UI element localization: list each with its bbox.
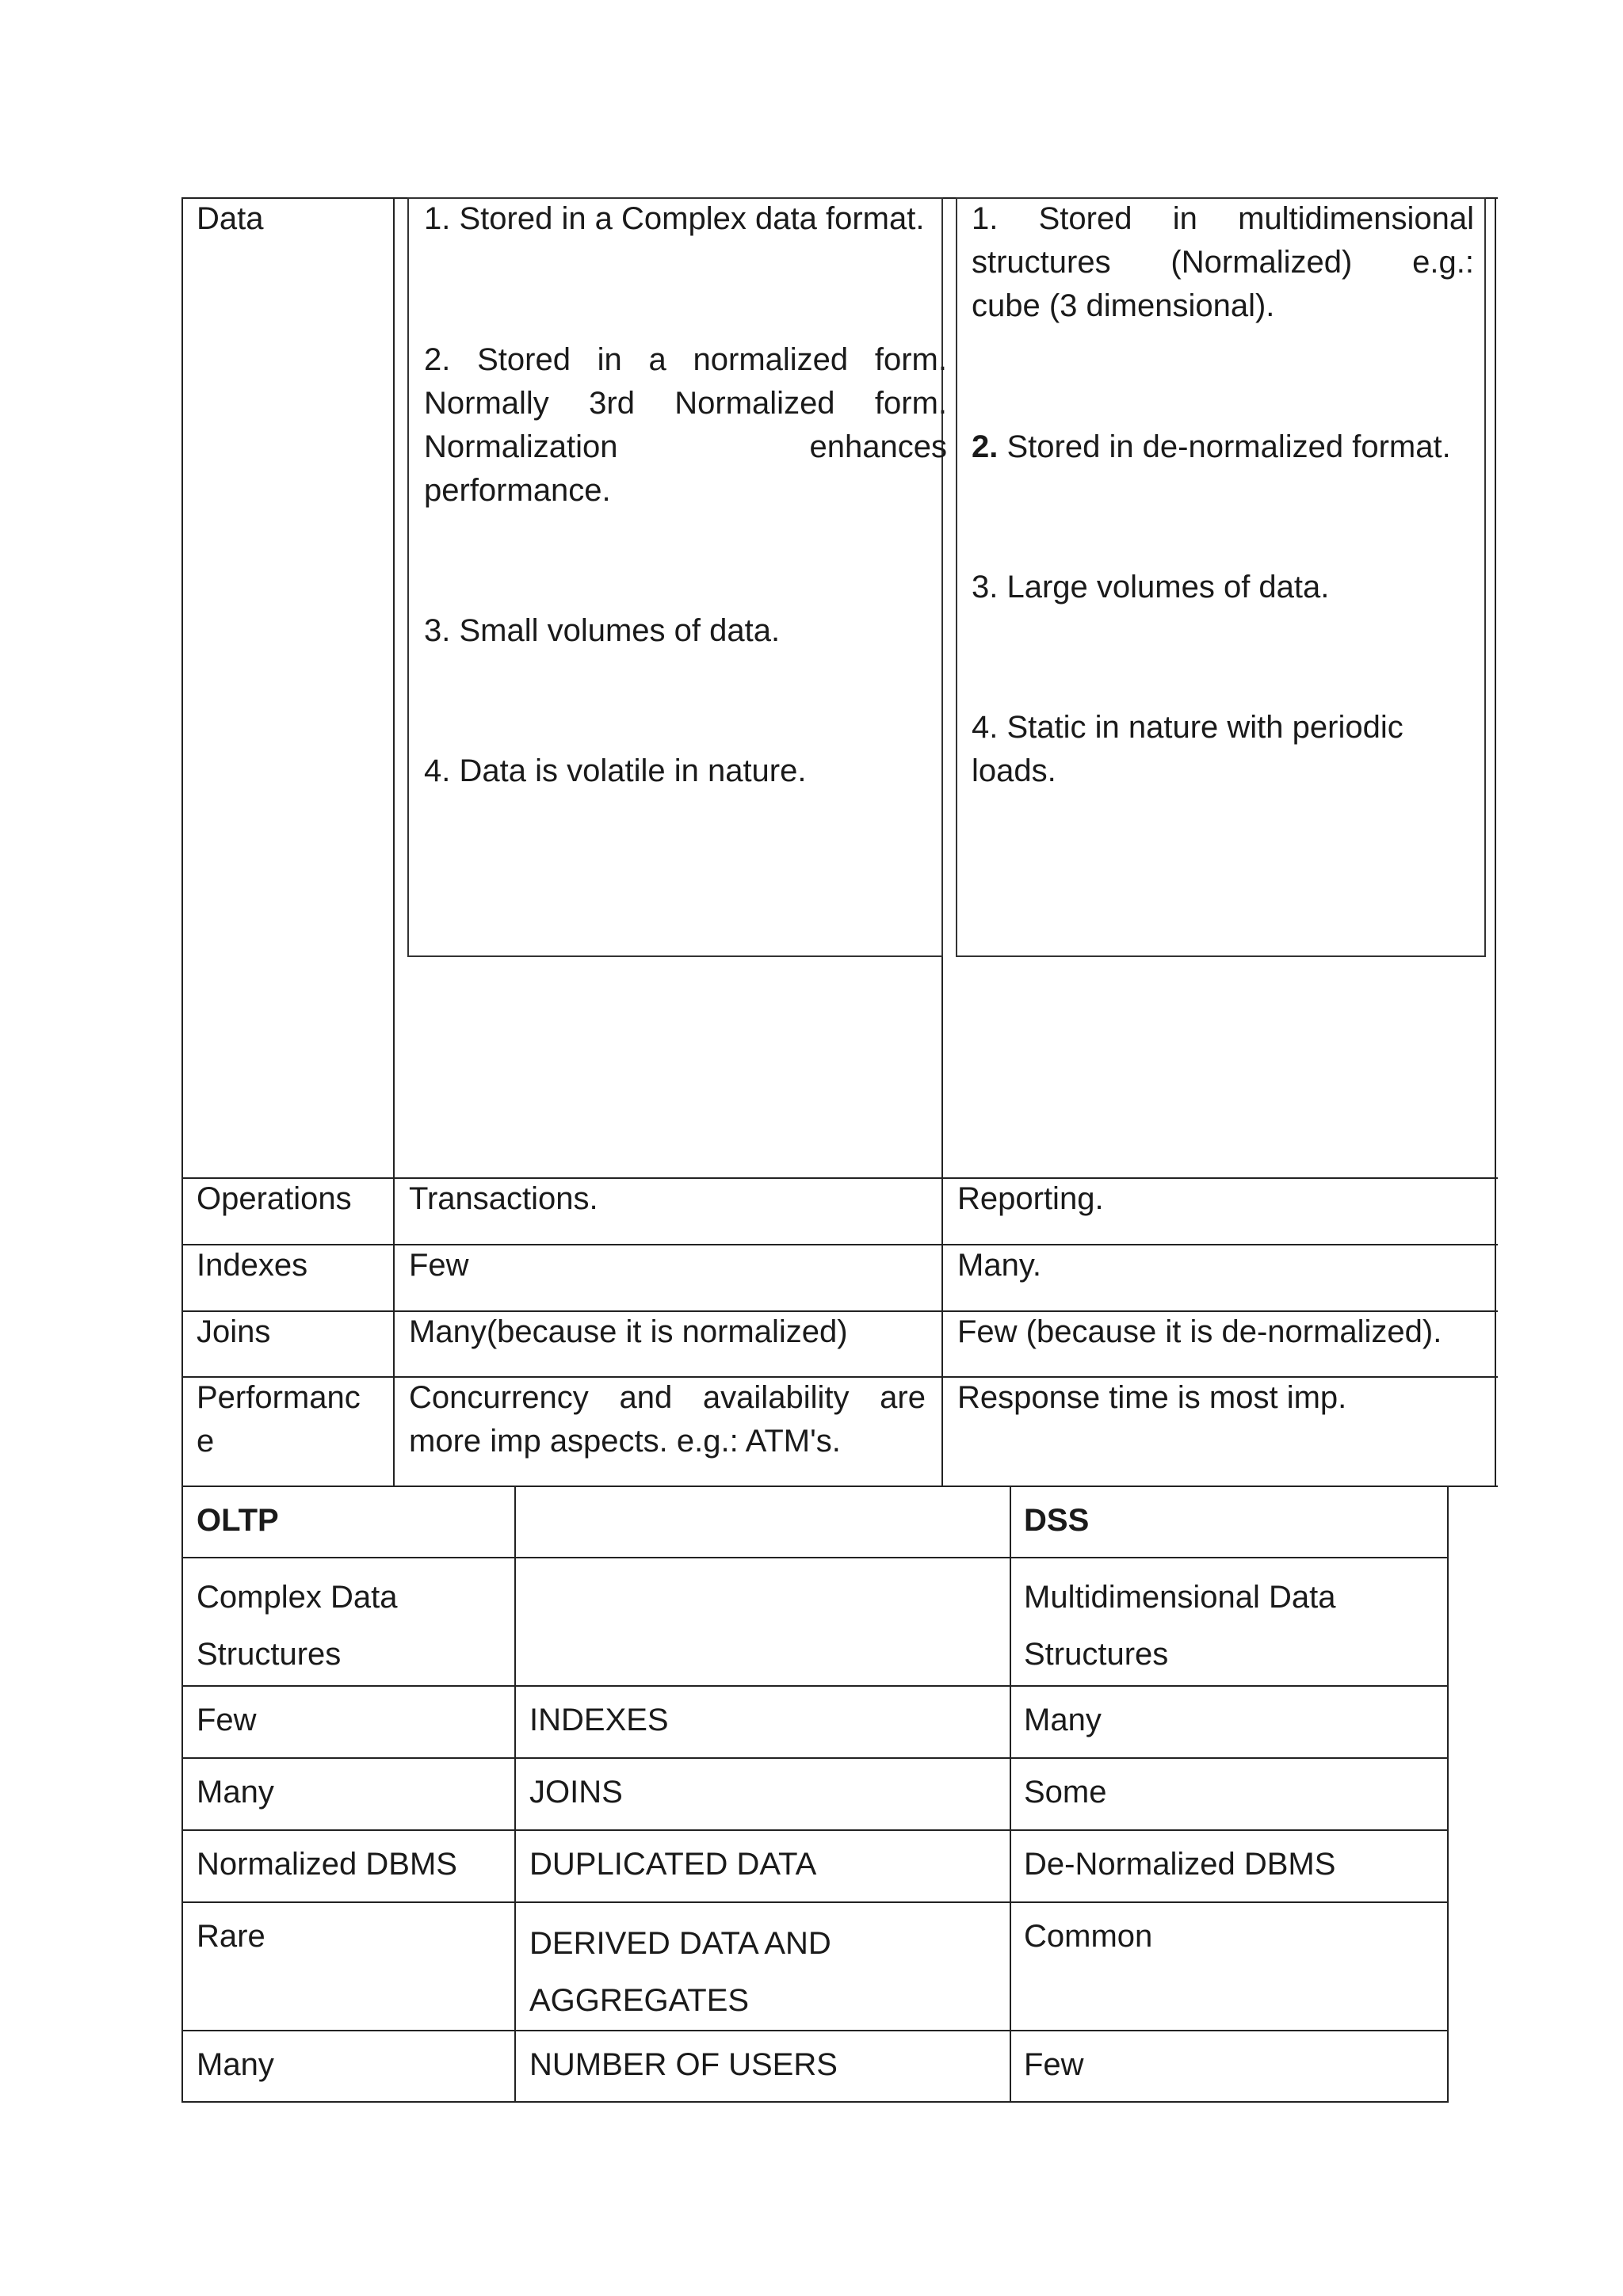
oltp-structures: Complex Data Structures (197, 1580, 398, 1672)
row-label-performance-line-2: e (197, 1424, 215, 1459)
dss-data-point-2 (972, 425, 1451, 469)
oltp-derived-data: Rare (197, 1919, 265, 1954)
dss-indexes: Many. (957, 1248, 1041, 1283)
dss-data-point-4-line-2: loads. (972, 753, 1056, 788)
feature-derived-data: DERIVED DATA AND AGGREGATES (529, 1926, 831, 2018)
dss-data-point-2-text: Stored in de-normalized format. (998, 429, 1451, 464)
oltp-indexes-2: Few (197, 1703, 257, 1737)
dss-data-point-2-number: 2. (972, 429, 999, 464)
dss-number-of-users: Few (1024, 2047, 1084, 2082)
dss-indexes-2: Many (1024, 1703, 1102, 1737)
dss-data-point-1-line-2: structures (Normalized) e.g.: (972, 245, 1474, 280)
oltp-data-box (407, 197, 943, 957)
feature-indexes: INDEXES (529, 1703, 669, 1737)
oltp-performance-line-2: more imp aspects. e.g.: ATM's. (409, 1424, 841, 1459)
header-oltp: OLTP (197, 1503, 279, 1538)
row-label-indexes: Indexes (197, 1248, 308, 1283)
dss-data-point-3: 3. Large volumes of data. (972, 570, 1330, 605)
oltp-data-point-3: 3. Small volumes of data. (424, 613, 781, 648)
dss-data-point-1-line-3: cube (3 dimensional). (972, 288, 1275, 323)
dss-joins-2: Some (1024, 1775, 1107, 1810)
oltp-performance: Concurrency and availability are (409, 1380, 926, 1415)
oltp-joins: Many(because it is normalized) (409, 1314, 848, 1349)
feature-joins: JOINS (529, 1775, 623, 1810)
oltp-joins-2: Many (197, 1775, 274, 1810)
oltp-operations: Transactions. (409, 1181, 598, 1216)
oltp-data-point-2: 2. Stored in a normalized form. (424, 342, 947, 377)
oltp-duplicated-data: Normalized DBMS (197, 1847, 457, 1882)
dss-duplicated-data: De-Normalized DBMS (1024, 1847, 1336, 1882)
oltp-number-of-users: Many (197, 2047, 274, 2082)
feature-duplicated-data: DUPLICATED DATA (529, 1847, 817, 1882)
dss-data-point-4: 4. Static in nature with periodic (972, 710, 1403, 745)
row-label-joins: Joins (197, 1314, 271, 1349)
dss-data-point-1: 1. Stored in multidimensional (972, 201, 1474, 236)
dss-derived-data: Common (1024, 1919, 1153, 1954)
oltp-indexes: Few (409, 1248, 469, 1283)
dss-joins: Few (because it is de-normalized). (957, 1314, 1442, 1349)
row-label-performance: Performanc (197, 1380, 361, 1415)
row-label-data: Data (197, 201, 264, 236)
feature-number-of-users: NUMBER OF USERS (529, 2047, 838, 2082)
dss-structures: Multidimensional Data Structures (1024, 1580, 1336, 1672)
oltp-data-point-1: 1. Stored in a Complex data format. (424, 201, 925, 236)
header-dss: DSS (1024, 1503, 1090, 1538)
oltp-data-point-4: 4. Data is volatile in nature. (424, 753, 807, 788)
dss-performance: Response time is most imp. (957, 1380, 1347, 1415)
oltp-data-point-2-line-4: performance. (424, 473, 611, 508)
oltp-data-point-2-line-3: Normalization enhances (424, 429, 947, 464)
dss-operations: Reporting. (957, 1181, 1104, 1216)
row-label-operations: Operations (197, 1181, 352, 1216)
oltp-data-point-2-line-2: Normally 3rd Normalized form. (424, 386, 947, 421)
